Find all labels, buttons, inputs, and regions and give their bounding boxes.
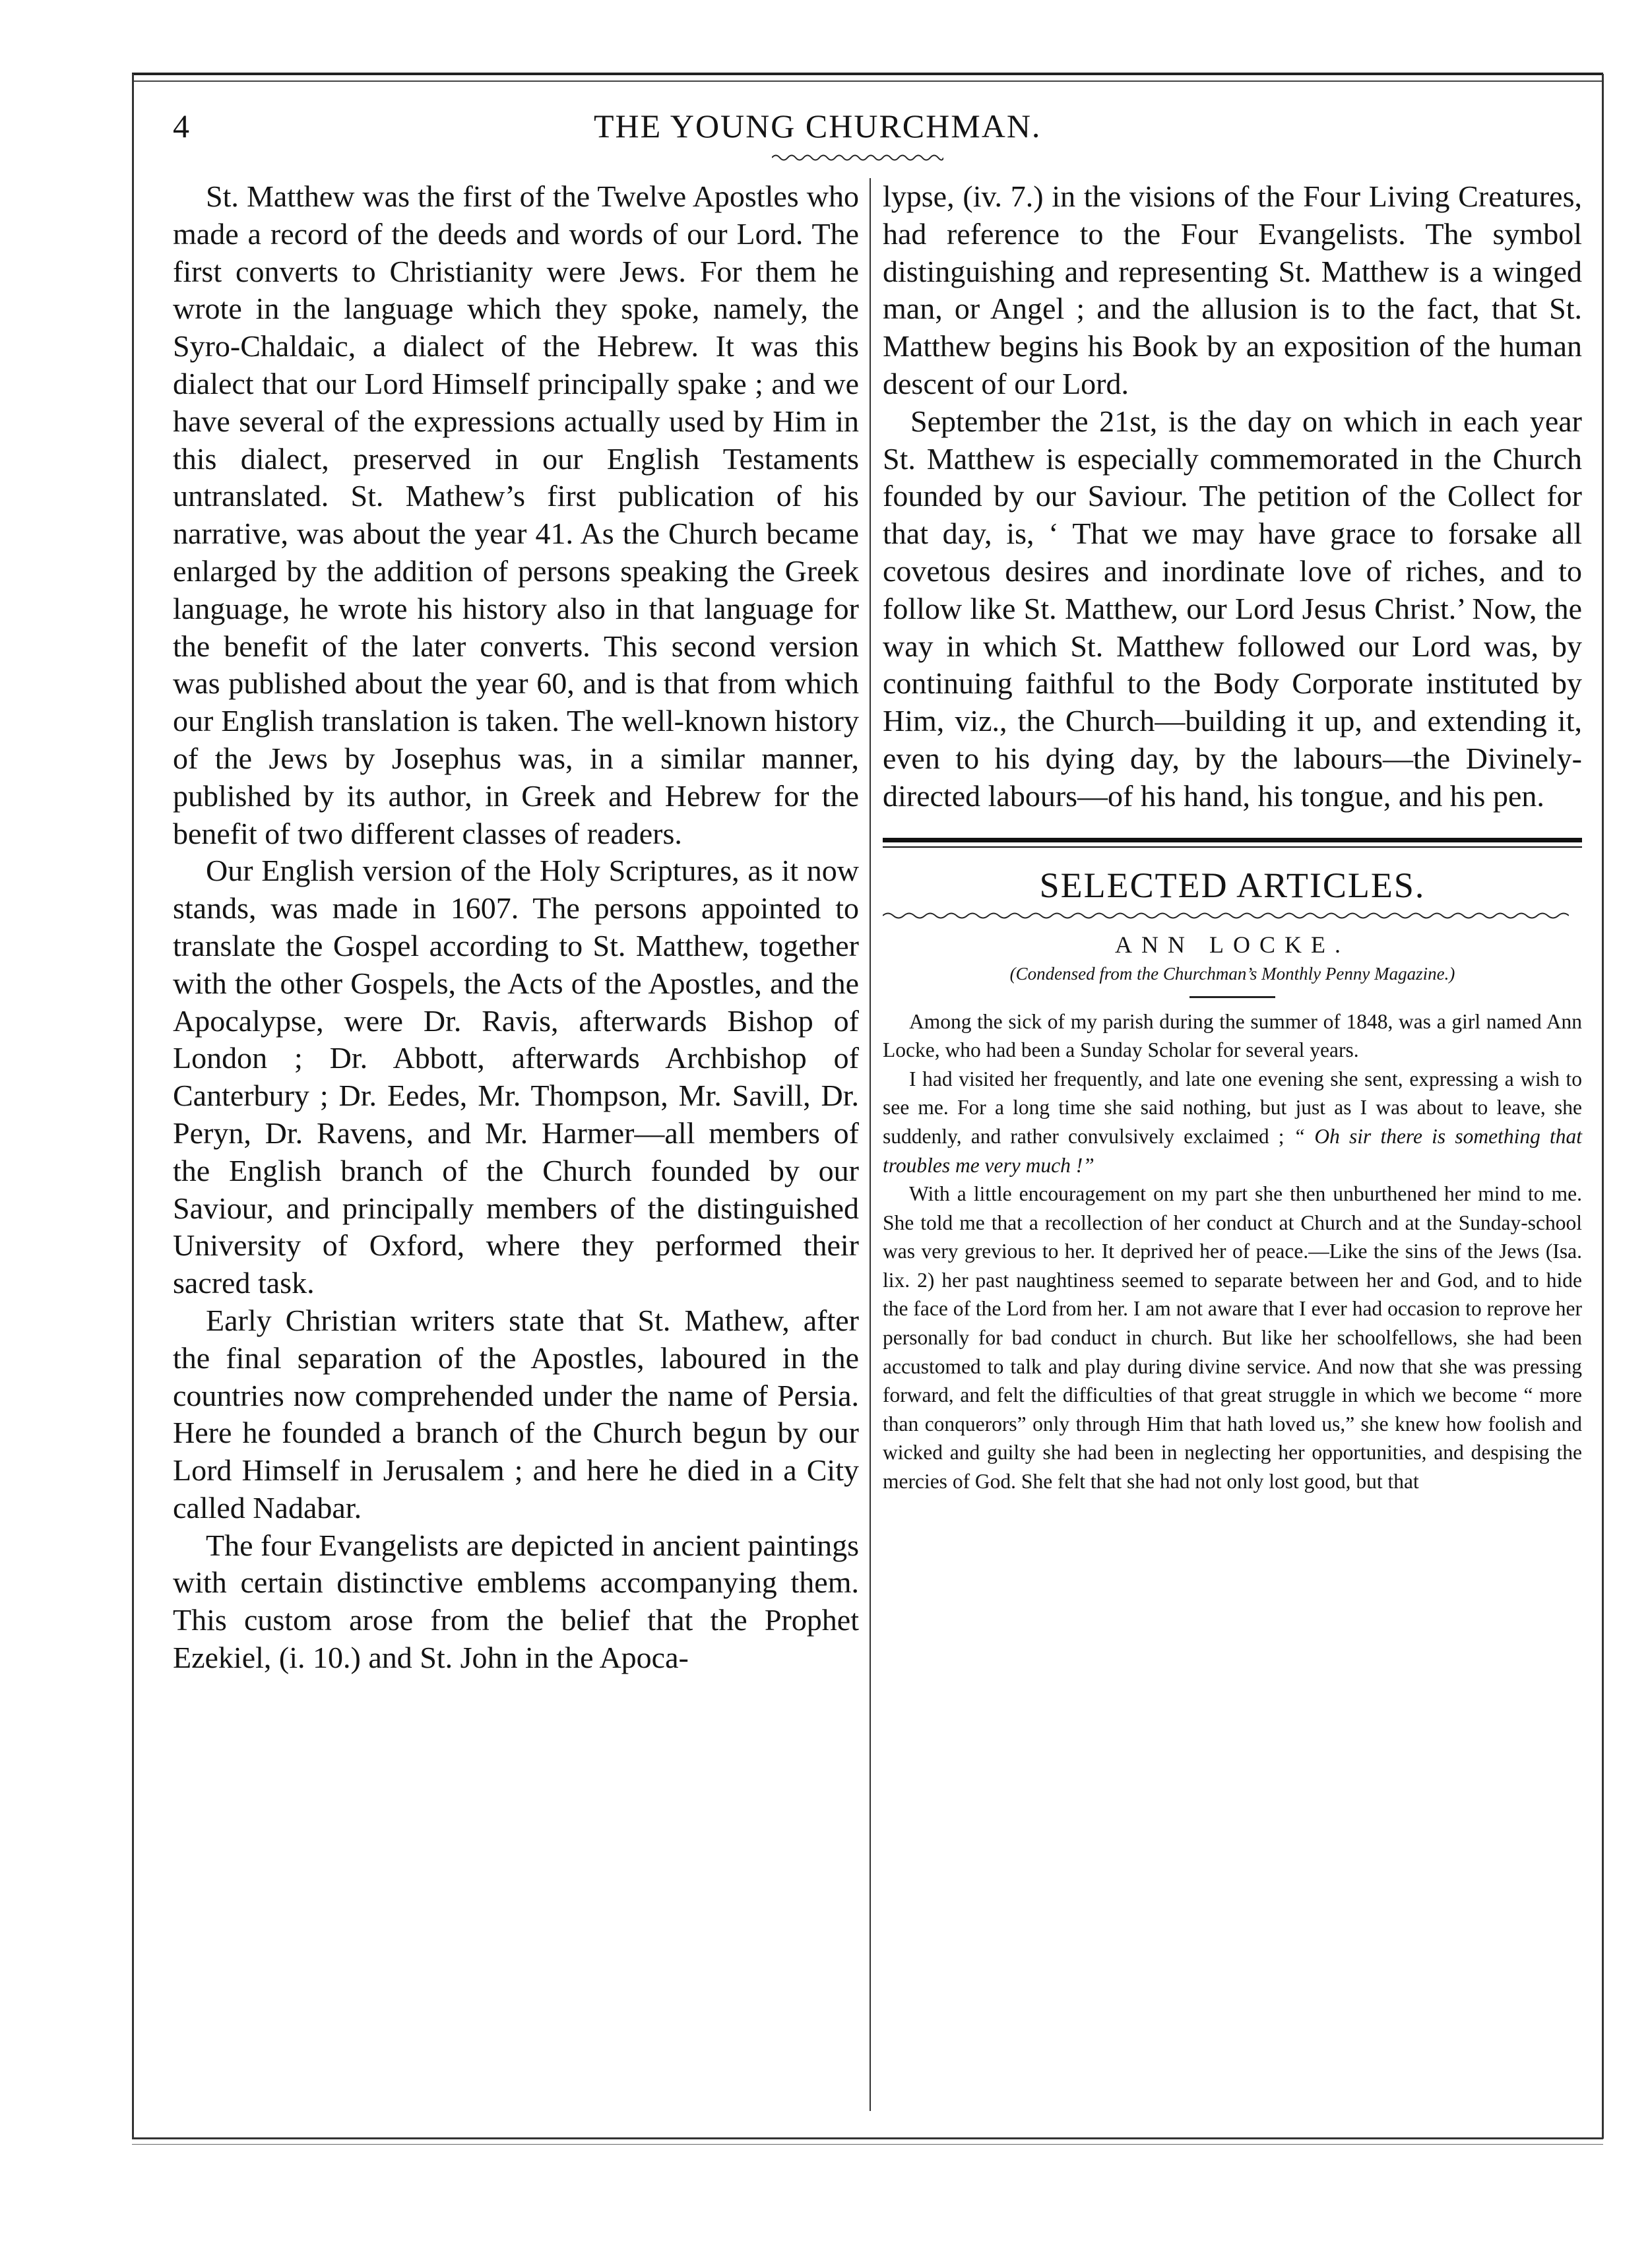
paragraph-st-matthew-apostle: St. Matthew was the first of the Twelve Apostles who made a record of the deeds and words of our Lord. The first converts to Christianity were Jews. For them he wrote in the language which they spoke, namely, the Syro-Chaldaic, a dialect of the Hebrew. It was this dialect that our Lord Himself principally spake ; and we have several of the expressions actually used by Him in this dialect, preserved in our English Testaments untranslated. St. Mathew’s first publication of his narrative, was about the year 41. As the Church became enlarged by the addition of persons speaking the Greek language, he wrote his history also in that language for the benefit of the later converts. This second version was published about the year 60, and is that from which our English translation is taken. The well-known history of the Jews by Josephus was, in a similar manner, published by its author, in Greek and Hebrew for the benefit of two different classes of readers.	[173, 179, 859, 850]
paragraph-early-writers: Early Christian writers state that St. Mathew, after the final separation of the Apostles, laboured in the countries now comprehended under the name of Persia. Here he founded a branch of the Church begun by our Lord Himself in Jerusalem ; and here he died in a City called Nadabar.	[173, 1303, 859, 1525]
section-ornament-wave	[883, 911, 1569, 920]
paragraph-continuation: lypse, (iv. 7.) in the visions of the Four Living Creatures, had reference to the Four Evangelists. The symbol distinguishing and representing St. Matthew is a winged man, or Angel ; and the allusion is to the fact, that St. Matthew begins his Book by an exposition of the human descent of our Lord.	[883, 179, 1582, 400]
article-rule	[1189, 996, 1275, 998]
section-rule-thin	[883, 846, 1582, 848]
page-number: 4	[173, 108, 189, 144]
right-column	[883, 178, 1582, 2104]
article-paragraph-2-text: I had visited her frequently, and late one evening she sent, expressing a wish to see me. For a long time she said nothing, but just as I was about to leave, she suddenly, and rather convulsively exclaimed ;	[883, 1067, 1582, 1148]
page-border-left	[132, 74, 134, 2139]
column-divider	[870, 178, 871, 2111]
article-title: ANN LOCKE.	[1115, 931, 1350, 958]
paragraph-four-evangelists: The four Evangelists are depicted in ancient paintings with certain distinctive emblems accompanying them. This custom arose from the belief that the Prophet Ezekiel, (i. 10.) and St. John in the Apoca-	[173, 1528, 859, 1675]
paragraph-english-version: Our English version of the Holy Scriptures, as it now stands, was made in 1607. The persons appointed to translate the Gospel according to St. Matthew, together with the other Gospels, the Acts of the Apostles, and the Apocalypse, were Dr. Ravis, afterwards Bishop of London ; Dr. Abbott, afterwards Archbishop of Canterbury ; Dr. Eedes, Mr. Thompson, Mr. Savill, Dr. Peryn, Dr. Ravens, and Mr. Harmer—all members of the English branch of the Church founded by our Saviour, and principally members of the distinguished University of Oxford, where they performed their sacred task.	[173, 854, 859, 1300]
page-border-bottom	[132, 2137, 1603, 2139]
paragraph-september-21: September the 21st, is the day on which in each year St. Matthew is especially commemorated in the Church founded by our Saviour. The petition of the Collect for that day, is, ‘ That we may have grace to forsake all covetous desires and inordinate love of riches, and to follow like St. Matthew, our Lord Jesus Christ.’ Now, the way in which St. Matthew followed our Lord was, by continuing faithful to the Body Corporate instituted by Him, viz., the Church—building it up, and extending it, even to his dying day, by the labours—the Divinely-directed labours—of his hand, his tongue, and his pen.	[883, 404, 1582, 813]
article-source: (Condensed from the Churchman’s Monthly Penny Magazine.)	[1009, 963, 1455, 984]
section-rule-thick	[883, 838, 1582, 842]
page-border-top-inner	[132, 80, 1603, 82]
header-ornament-wave	[772, 153, 943, 162]
article-paragraph-2	[883, 1065, 1582, 1180]
page-border-bottom-inner	[132, 2144, 1603, 2145]
page-border-top	[132, 73, 1603, 75]
page-border-right	[1602, 74, 1604, 2139]
left-column	[173, 178, 859, 2104]
running-title: THE YOUNG CHURCHMAN.	[594, 108, 1042, 144]
article-paragraph-1: Among the sick of my parish during the summer of 1848, was a girl named Ann Locke, who had been a Sunday Scholar for several years.	[883, 1009, 1582, 1062]
section-title: SELECTED ARTICLES.	[1039, 865, 1426, 905]
article-paragraph-2-quote: “ Oh sir there is something that troubles me very much !”	[883, 1124, 1582, 1177]
article-paragraph-3: With a little encouragement on my part she then unburthened her mind to me. She told me that a recollection of her conduct at Church and at the Sunday-school was very grevious to her. It deprived her of peace.—Like the sins of the Jews (Isa. lix. 2) her past naughtiness seemed to separate between her and God, and to hide the face of the Lord from her. I am not aware that I ever had occasion to reprove her personally for bad conduct in church. But like her schoolfellows, she had been accustomed to talk and play during divine service. And now that she was pressing forward, and felt the difficulties of that great struggle in which we become “ more than conquerors” only through Him that hath loved us,” she knew how foolish and wicked and guilty she had been in neglecting her opportunities, and despising the mercies of God. She felt that she had not only lost good, but that	[883, 1182, 1582, 1494]
